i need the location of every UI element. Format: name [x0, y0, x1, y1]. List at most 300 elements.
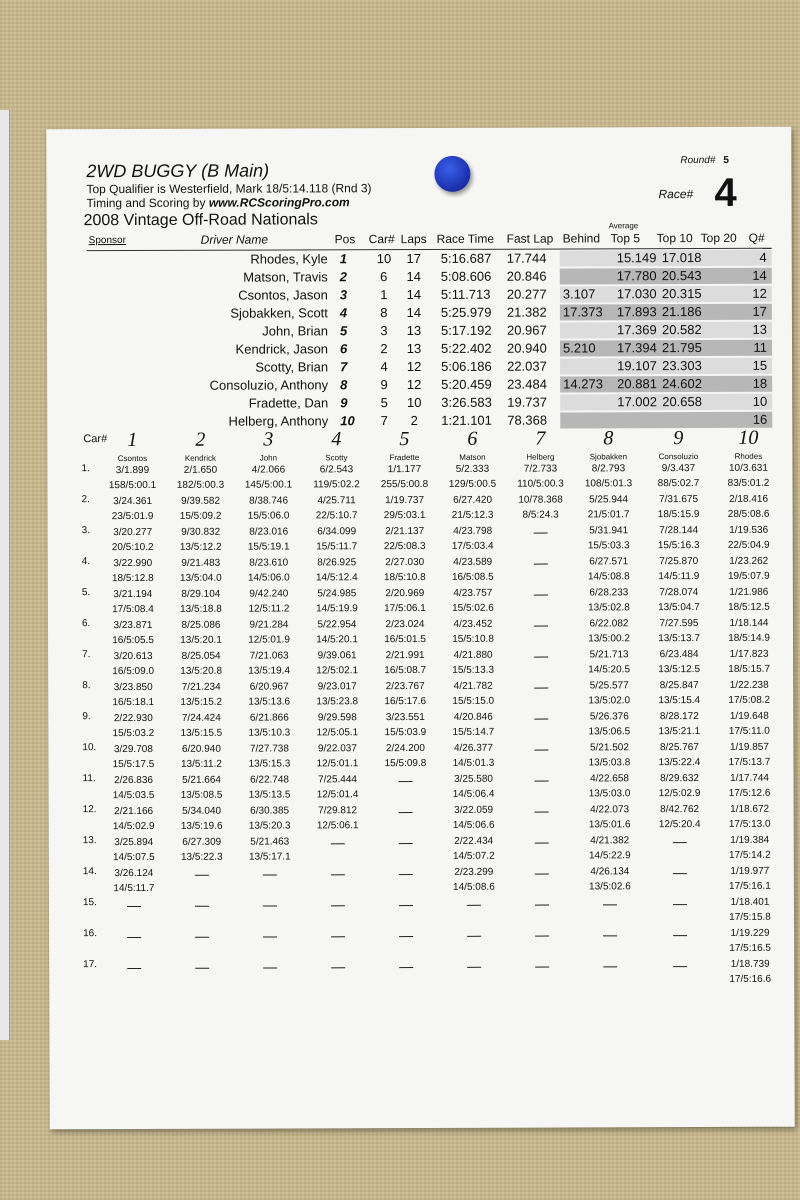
- empty-lap-dash: [467, 905, 481, 906]
- lap-total-projection: 28/5:08.6: [727, 508, 770, 520]
- lap-cell: [714, 709, 784, 740]
- lap-position-time: 5/25.944: [589, 494, 629, 506]
- car-column-header: [437, 428, 507, 462]
- lap-total-projection: 15/5:10.8: [452, 633, 494, 645]
- qualifying-position: 14: [752, 267, 767, 283]
- lap-cell: [301, 462, 371, 493]
- lap-cell: [234, 648, 304, 679]
- lap-cell: [167, 835, 237, 866]
- lap-position-time: 6/21.866: [249, 712, 289, 724]
- lap-total-projection: 13/5:08.5: [180, 789, 223, 801]
- lap-position-time: 5/2.333: [455, 463, 490, 475]
- car-column-header: [165, 429, 235, 463]
- lap-cell: [439, 865, 509, 896]
- average-label: Average: [608, 221, 639, 231]
- lap-cell: [506, 523, 576, 554]
- lap-total-projection: 18/5:12.8: [111, 572, 154, 585]
- car-number: 7: [380, 413, 388, 429]
- lap-cell: [645, 864, 715, 895]
- empty-lap-dash: [127, 937, 141, 938]
- lap-cell: [574, 740, 644, 771]
- car-number: 3: [380, 323, 388, 339]
- behind-gap: 17.373: [562, 304, 603, 320]
- lap-total-projection: 14/5:20.1: [316, 634, 358, 646]
- lap-cell: [574, 616, 644, 647]
- empty-lap-dash: [603, 966, 617, 967]
- lap-total-projection: 14/5:11.9: [658, 571, 700, 583]
- empty-lap-dash: [673, 873, 687, 874]
- lap-position-time: 1/19.977: [730, 865, 770, 877]
- position: 4: [339, 305, 348, 321]
- lap-total-projection: 17/5:08.4: [112, 603, 154, 616]
- car-lap-column: [437, 462, 509, 989]
- lap-total-projection: 15/5:06.0: [247, 510, 290, 522]
- lap-position-time: 1/23.262: [729, 555, 769, 567]
- lap-position-time: 6/27.420: [453, 494, 493, 506]
- lap-total-projection: 13/5:02.8: [588, 602, 630, 614]
- lap-cell: [506, 709, 576, 740]
- empty-lap-dash: [263, 968, 277, 969]
- position: 5: [339, 323, 348, 339]
- lap-position-time: 4/21.880: [453, 649, 493, 661]
- lap-position-time: 2/23.299: [454, 866, 494, 878]
- results-row: [87, 267, 772, 287]
- lap-cell: [439, 834, 509, 865]
- empty-lap-dash: [535, 967, 549, 968]
- lap-number: 10.: [82, 742, 97, 754]
- lap-position-time: 4/26.134: [590, 866, 630, 878]
- race-time: 5:11.713: [440, 286, 491, 302]
- top5-average: 15.149: [616, 250, 657, 266]
- lap-total-projection: 14/5:02.9: [112, 820, 155, 833]
- lap-position-time: 9/3.437: [661, 463, 696, 475]
- lap-cell: [166, 680, 236, 711]
- lap-total-projection: 17/5:14.2: [728, 849, 771, 861]
- results-sheet: [46, 127, 794, 1130]
- lap-total-projection: 22/5:08.3: [383, 540, 426, 553]
- lap-cell: [574, 492, 644, 523]
- car-lap-column: [301, 462, 373, 989]
- car-column-driver: Scotty: [325, 453, 348, 463]
- lap-cell: [98, 556, 168, 587]
- lap-total-projection: 13/5:12.2: [179, 541, 222, 553]
- lap-cell: [506, 585, 576, 616]
- lap-total-projection: 13/5:11.2: [180, 758, 222, 770]
- position: 10: [340, 413, 355, 429]
- lap-cell: [99, 866, 169, 897]
- lap-cell: [166, 587, 236, 618]
- lap-cell: [644, 492, 714, 523]
- car-column-driver: Helberg: [526, 452, 555, 462]
- lap-cell: [98, 525, 168, 556]
- lap-total-projection: 15/5:19.1: [247, 541, 290, 553]
- lap-position-time: 1/19.737: [385, 494, 425, 507]
- lap-position-time: 1/22.238: [729, 679, 769, 691]
- car-lap-column: [573, 461, 645, 988]
- empty-lap-dash: [673, 842, 687, 843]
- lap-position-time: 4/23.798: [453, 525, 493, 537]
- lap-total-projection: 14/5:22.9: [588, 850, 631, 862]
- lap-total-projection: 16/5:08.7: [384, 664, 427, 677]
- lap-total-projection: 13/5:22.4: [658, 757, 701, 769]
- lap-number: 1.: [81, 463, 90, 475]
- lap-cell: [713, 461, 783, 492]
- lap-total-projection: 17/5:16.1: [729, 880, 771, 892]
- lap-position-time: 2/1.650: [183, 464, 218, 476]
- lap-cell: [99, 959, 169, 990]
- lap-position-time: 4/2.066: [251, 464, 286, 476]
- lap-total-projection: 158/5:00.1: [108, 479, 157, 492]
- race-time: 5:20.459: [441, 376, 492, 392]
- lap-position-time: 5/21.502: [589, 742, 629, 754]
- empty-lap-dash: [331, 905, 345, 906]
- lap-cell: [644, 554, 714, 585]
- lap-position-time: 2/26.836: [114, 774, 154, 787]
- lap-position-time: 1/21.986: [729, 586, 769, 598]
- lap-position-time: 2/21.166: [114, 805, 154, 818]
- car-number: 6: [380, 269, 388, 285]
- empty-lap-dash: [603, 904, 617, 905]
- lap-cell: [235, 896, 305, 927]
- lap-total-projection: 16/5:08.5: [451, 571, 494, 583]
- lap-position-time: 9/21.284: [249, 619, 289, 631]
- car-lap-column: [165, 463, 237, 990]
- fast-lap: 17.744: [506, 250, 547, 266]
- timing-credit: [86, 195, 349, 210]
- lap-cell: [575, 957, 645, 988]
- car-column-number: 1: [127, 428, 138, 452]
- car-lap-column: [233, 462, 305, 989]
- pos-header: Pos: [334, 232, 356, 247]
- lap-cell: [506, 554, 576, 585]
- lap-position-time: 2/18.416: [729, 493, 769, 505]
- car-number: 5: [380, 395, 388, 411]
- position: 2: [339, 269, 348, 285]
- empty-lap-dash: [331, 843, 345, 844]
- lap-total-projection: 17/5:15.8: [729, 911, 771, 923]
- lap-cell: [167, 928, 237, 959]
- lap-total-projection: 15/5:03.9: [384, 726, 427, 739]
- lap-cell: [302, 493, 372, 524]
- lap-cell: [167, 866, 237, 897]
- lap-cell: [506, 678, 576, 709]
- lap-total-projection: 17/5:16.5: [729, 942, 771, 954]
- lap-total-projection: 12/5:02.1: [316, 665, 359, 677]
- lap-cell: [507, 833, 577, 864]
- car-column-header: [233, 428, 303, 462]
- lap-cell: [167, 773, 237, 804]
- lap-cell: [234, 741, 304, 772]
- lap-cell: [234, 493, 304, 524]
- lap-position-time: 3/20.277: [113, 526, 153, 539]
- lap-total-projection: 15/5:03.2: [112, 727, 155, 740]
- results-row: [87, 375, 772, 395]
- lap-total-projection: 15/5:02.6: [452, 602, 494, 614]
- lap-cell: [506, 740, 576, 771]
- lap-cell: [507, 864, 577, 895]
- lap-cell: [370, 586, 440, 617]
- lap-cell: [507, 895, 577, 926]
- top10-average: 23.303: [662, 358, 702, 374]
- lap-position-time: 6/20.940: [181, 743, 221, 755]
- lap-cell: [507, 957, 577, 988]
- lap-cell: [715, 833, 785, 864]
- lap-total-projection: 14/5:01.3: [452, 757, 495, 769]
- lap-position-time: 7/31.675: [659, 494, 699, 506]
- car-column-number: 2: [195, 428, 206, 451]
- empty-lap-dash: [195, 937, 209, 938]
- lap-position-time: 1/19.384: [730, 834, 770, 846]
- results-row: [87, 321, 772, 341]
- lap-number: 12.: [82, 804, 97, 816]
- lap-position-time: 5/22.954: [317, 619, 357, 631]
- lap-total-projection: 12/5:01.1: [316, 758, 359, 770]
- lap-total-projection: 22/5:10.7: [315, 510, 358, 522]
- lap-position-time: 9/22.037: [317, 743, 357, 755]
- lap-position-time: 2/23.024: [385, 618, 425, 631]
- lap-position-time: 6/2.543: [319, 464, 354, 476]
- round-label: Round#: [680, 154, 716, 167]
- lap-cell: [645, 895, 715, 926]
- lap-cell: [233, 462, 303, 493]
- lap-position-time: 9/23.017: [317, 681, 357, 693]
- lap-cell: [575, 926, 645, 957]
- empty-lap-dash: [535, 905, 549, 906]
- lap-number: 6.: [81, 618, 91, 630]
- driver-name: Consoluzio, Anthony: [209, 377, 329, 393]
- lap-total-projection: 13/5:13.7: [658, 633, 700, 645]
- lap-position-time: 2/27.030: [385, 556, 425, 569]
- empty-lap-dash: [399, 843, 413, 844]
- lap-total-projection: 13/5:21.1: [658, 726, 701, 738]
- top5-average: 17.030: [616, 286, 657, 302]
- empty-lap-dash: [534, 626, 548, 627]
- laps-count: 14: [406, 268, 422, 285]
- lap-cell: [371, 772, 441, 803]
- lap-cell: [166, 556, 236, 587]
- lap-position-time: 6/22.082: [589, 618, 629, 630]
- lap-position-time: 7/21.063: [249, 650, 289, 662]
- car-column-header: [97, 429, 167, 463]
- lap-position-time: 9/39.061: [317, 650, 357, 662]
- lap-position-time: 6/20.967: [249, 681, 289, 693]
- lap-total-projection: 88/5:02.7: [657, 478, 700, 490]
- lap-number: 11.: [82, 773, 96, 785]
- results-row: [87, 339, 772, 359]
- lap-position-time: 2/21.137: [385, 525, 425, 538]
- car-column-header: [573, 427, 643, 461]
- lap-cell: [98, 618, 168, 649]
- lap-position-time: 5/34.040: [182, 805, 222, 817]
- lap-total-projection: 13/5:20.8: [180, 665, 223, 677]
- lap-total-projection: 13/5:15.2: [180, 696, 223, 708]
- lap-cell: [303, 834, 373, 865]
- top10-average: 24.602: [662, 376, 702, 392]
- lap-cell: [166, 649, 236, 680]
- lap-total-projection: 14/5:12.4: [315, 572, 358, 584]
- lap-cell: [714, 585, 784, 616]
- lap-cell: [644, 647, 714, 678]
- lap-position-time: 5/25.577: [589, 680, 629, 692]
- event-name: 2008 Vintage Off-Road Nationals: [83, 211, 318, 230]
- lap-cell: [714, 554, 784, 585]
- driver-name: John, Brian: [262, 323, 328, 339]
- lap-position-time: 10/78.368: [518, 494, 563, 506]
- behind-gap: 3.107: [562, 286, 596, 302]
- lap-cell: [302, 555, 372, 586]
- car-column-driver: Matson: [459, 452, 486, 462]
- lap-total-projection: 14/5:11.7: [113, 882, 155, 895]
- driver-name: Rhodes, Kyle: [250, 251, 328, 267]
- lap-total-projection: 182/5:00.3: [176, 479, 225, 491]
- empty-lap-dash: [534, 595, 548, 596]
- lap-number: 9.: [82, 711, 91, 723]
- lap-position-time: 3/22.059: [454, 804, 494, 816]
- car-number: 1: [380, 287, 388, 303]
- lap-cell: [574, 585, 644, 616]
- lap-position-time: 6/27.309: [182, 836, 222, 848]
- lap-cell: [99, 835, 169, 866]
- car-column-driver: Rhodes: [734, 451, 763, 461]
- behind-gap: 14.273: [563, 376, 603, 392]
- lap-cell: [507, 926, 577, 957]
- lap-number: 17.: [83, 959, 98, 971]
- lap-cell: [166, 494, 236, 525]
- empty-lap-dash: [195, 875, 209, 876]
- lap-cell: [235, 772, 305, 803]
- top10-average: 17.018: [661, 250, 702, 266]
- lap-total-projection: 17/5:12.6: [728, 787, 771, 799]
- lap-cell: [235, 803, 305, 834]
- empty-lap-dash: [331, 874, 345, 875]
- lap-total-projection: 18/5:15.7: [728, 663, 771, 675]
- q-header: Q#: [748, 230, 765, 245]
- empty-lap-dash: [534, 533, 548, 534]
- lap-cell: [439, 927, 509, 958]
- lap-position-time: 3/25.580: [454, 773, 494, 785]
- lap-total-projection: 15/5:09.2: [179, 510, 222, 522]
- lap-cell: [644, 523, 714, 554]
- lap-total-projection: 21/5:01.7: [587, 509, 630, 521]
- empty-lap-dash: [127, 906, 141, 907]
- lap-total-projection: 14/5:06.0: [247, 572, 290, 584]
- car-number: 8: [380, 305, 388, 321]
- lap-cell: [235, 958, 305, 989]
- lap-cell: [98, 680, 168, 711]
- car-lap-column: [505, 461, 577, 988]
- top10-average: 20.658: [662, 394, 703, 410]
- lap-position-time: 7/25.870: [659, 556, 699, 568]
- lap-position-time: 1/18.144: [729, 617, 769, 629]
- lap-position-time: 1/17.823: [729, 648, 769, 660]
- lap-position-time: 10/3.631: [728, 462, 768, 474]
- lap-position-time: 2/21.991: [385, 649, 425, 662]
- lap-position-time: 3/23.850: [113, 681, 153, 694]
- position: 1: [339, 251, 347, 267]
- lap-position-time: 8/25.847: [659, 680, 699, 692]
- empty-lap-dash: [399, 874, 413, 875]
- car-number-label: Car#: [83, 433, 108, 446]
- empty-lap-dash: [535, 812, 549, 813]
- car-column-driver: Fradette: [389, 453, 420, 463]
- lap-position-time: 9/39.582: [181, 495, 221, 507]
- lap-cell: [715, 926, 785, 957]
- lap-cell: [369, 462, 439, 493]
- lap-cell: [370, 648, 440, 679]
- lap-total-projection: 18/5:10.8: [383, 571, 426, 584]
- race-time-header: Race Time: [436, 231, 495, 246]
- empty-lap-dash: [535, 843, 549, 844]
- lap-total-projection: 22/5:04.9: [727, 539, 770, 551]
- lap-cell: [644, 709, 714, 740]
- lap-position-time: 2/22.434: [454, 835, 494, 847]
- lap-cell: [234, 555, 304, 586]
- empty-lap-dash: [534, 750, 548, 751]
- lap-position-time: 4/22.073: [590, 804, 630, 816]
- lap-total-projection: 108/5:01.3: [584, 478, 633, 490]
- lap-position-time: 1/18.672: [730, 803, 770, 815]
- lap-cell: [370, 524, 440, 555]
- lap-total-projection: 12/5:02.9: [658, 788, 701, 800]
- lap-cell: [715, 771, 785, 802]
- lap-position-time: 4/22.658: [590, 773, 630, 785]
- lap-position-time: 9/29.598: [317, 712, 357, 724]
- results-row: [87, 249, 772, 269]
- lap-position-time: 1/19.648: [729, 710, 769, 722]
- lap-position-time: 6/23.484: [659, 649, 699, 661]
- race-time: 5:25.979: [440, 304, 492, 320]
- lap-position-time: 9/21.483: [181, 557, 221, 569]
- race-time: 5:17.192: [440, 322, 492, 338]
- race-number: 4: [714, 170, 737, 215]
- empty-lap-dash: [467, 936, 481, 937]
- race-time: 5:16.687: [440, 250, 492, 266]
- lap-total-projection: 110/5:00.3: [517, 478, 564, 490]
- lap-cell: [370, 493, 440, 524]
- lap-cell: [167, 804, 237, 835]
- lap-cell: [439, 772, 509, 803]
- lap-cell: [166, 618, 236, 649]
- lap-position-time: 5/26.376: [589, 711, 629, 723]
- lap-cell: [98, 494, 168, 525]
- lap-position-time: 3/20.613: [113, 650, 153, 663]
- lap-cell: [99, 897, 169, 928]
- lap-cell: [165, 463, 235, 494]
- car-number: 9: [380, 377, 388, 393]
- car-column-number: 8: [603, 427, 614, 450]
- lap-total-projection: 13/5:20.1: [180, 634, 222, 646]
- lap-position-time: 4/25.711: [317, 495, 356, 507]
- lap-cell: [438, 741, 508, 772]
- lap-position-time: 8/25.054: [181, 650, 221, 662]
- empty-lap-dash: [534, 688, 548, 689]
- lap-number: 15.: [82, 897, 97, 909]
- lap-cell: [234, 586, 304, 617]
- race-time: 5:08.606: [440, 268, 492, 284]
- lap-cell: [506, 492, 576, 523]
- laps-count: 10: [406, 394, 422, 411]
- lap-total-projection: 14/5:06.6: [452, 819, 495, 831]
- lap-total-projection: 17/5:03.4: [451, 540, 494, 552]
- lap-total-projection: 20/5:10.2: [111, 541, 154, 554]
- fast-lap: 21.382: [506, 304, 547, 320]
- lap-cell: [371, 927, 441, 958]
- empty-lap-dash: [399, 781, 413, 782]
- lap-total-projection: 13/5:00.2: [588, 633, 630, 645]
- fast-lap: 20.846: [506, 268, 547, 284]
- empty-lap-dash: [534, 564, 548, 565]
- round-info: [680, 155, 729, 166]
